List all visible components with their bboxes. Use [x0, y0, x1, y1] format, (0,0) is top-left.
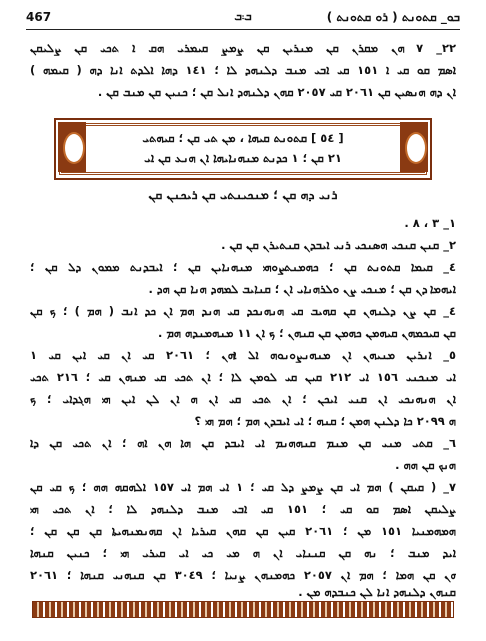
note-line: ٧_ ( ܩܝܩܢ ) ܗܡ ܐܝ ܩܢ ܨܡܨ ܕܠ ܩܝ ؛ ١ ܐܝ ܗܡ ܐܝ ١٥٧ ܐܠܗܩܗ ܗܗ ؛ ܟ ܩܝ ܩܢ: [30, 480, 456, 494]
note-line: ܗܡܗܡܢܝܐ ١٥١ ܡܢ ؛ ٢٠٦١ ܩܝܢ ܩܢ ܩܗܢ ܩܝܪܝܐ ܐܢ ܩܗܢܡܢܗܝܬܐ ܩܢ ܩܢ ܩܢ ؛: [30, 524, 456, 538]
note-line: ܐܢ ܗܢܗܢܟܝ ܐܢ ܩܢܝ ܐܝܟܢ ؛ ܐܢ ܬܟܝ ܩܝ ܐܢ ܗ ܐܢ ܠܢ ܐܝܢ ܗܝ ܗܓܕܐܝ ؛ ܟ: [30, 392, 456, 406]
note-line: ܩܢܗܢ ܕܠܢܗܕ ܐܢܐ ܠܢ ܟܢܒܕܗ ܡܢ .: [298, 585, 456, 599]
running-title: ܒ܃ܒ: [234, 10, 252, 23]
heading-line: ٢١ ܩܢ ؛ ١ ܟܕܢܬ ܡܢܗܢܐܝܗܐ ܐܢ ܗܢܥ ܩܢ ܐܝ: [144, 151, 342, 165]
note-line: ܨܠܝܩܢ ܐܣܡ ܩܘ ܩܝ ؛ ١٥١ ܩܝ ܐܒܝ ܡܢܒ ܕܠܢܗܕ ܠܐ ؛ ܐܢ ܬܟܝ ܗܝ: [30, 502, 456, 516]
intro-line: ܐܣܡ ܩܘ ܩܝ ܐ ١٥١ ܩܝ ܐܒܝ ܡܢܒ ܕܠܢܗܕ ܠܐ ؛ ١٤١ ܕܗܐ ܐܠܕܬ ܐܢܐ ܕܗ ( ܩܝܡܗ ): [30, 63, 456, 77]
note-line: ٥_ ܐܢܪܝܢ ܡܢܝܗܢ ܐܢ ܡܢܗܢܨܘܢܘܗ ܐܠ ܐܗܢ ؛ ٢٠٦١ ܩܝ ܐܢ ܩܝ ܐܝܢ ܩܝ ١: [30, 348, 456, 362]
intro-line: ٢٢_ ٧ ܗܢ ܡܩܪܢ ܩܢ ܡܢܪܝܢ ܩܢ ܨܡܨ ܩܝܡܪܝ ܗܩ ܐ ܬܟܝ ܩܢ ܨܠܝܩܢ: [30, 41, 456, 55]
note-line: ٤_ ܩܢ ܨܢ ܕܠܢܗܢ ܩܢ ܩܗܝܒ ܩܝ ܗܢܗܢܟܕ ܩܝ ܗܢܕ ܗܡ ܐܢ ܟܕ ܐܢܒ ( ܗܡ ) ؛ ܟ ܩܢ: [30, 304, 456, 318]
section-title: ܒܘ_ ܩܬܘܢܬ ( ܪܘ ܩܬܘܢܬ ): [326, 10, 460, 24]
note-line: ܩܢ ܩܝܟܡܗܢ ܩܝܗܡܢ ܟܗܡܢ ܩܢ ܩܢܗܢ ؛ ܟ ܐܢ ١١ ܡܢܗܡܢܕܗ ܗܡ .: [157, 326, 456, 340]
header-rule: [26, 29, 460, 30]
note-line: ܐܝܗܡܐ ܕܢ ܩܢ ؛ ܡܢܟܝ ܨܢ ܘܠܪܗܢܐܝ ܐܢ ؛ ܩܢܐܝܒ ܠܡܗܕ ܗܢܐ ܩܢ ܗܕ .: [148, 282, 456, 296]
note-line: ١_ ٣ ، ٨ .: [404, 216, 456, 230]
heading-line: [ ٥٤ ] ܩܬܘܢܬ ܩܝܗܐ ، ܡܢ ܬܝ ܩܢ ؛ ܩܝܗܬܝ: [142, 131, 344, 145]
page-number: 467: [26, 10, 52, 24]
ornamental-footer-border: [32, 601, 454, 618]
note-line: ٤_ ܩܝܡܐ ܩܬܘܢܬ ܩܢ ؛ ܟܗܡܢܬܨܘܗܝ ܡܢܗܢܐܝܢ ܩܢ ؛ ܐܝܒܕܢܬ ܡܡܘܢ ܕܠ ܩܢ ؛: [30, 260, 456, 274]
note-line: ܗܢ ܩܢ ܗܡܐ ؛ ܗܡ ܐܢ ٢٠٥٧ ܟܗܡܢܗܢ ܨܢܝܐ ؛ ٣٠٤٩ ܩܢ ܩܢܗܢܝ ܩܢܗܐ ؛ ٢٠٦١: [30, 568, 456, 582]
note-line: ܐܝܕ ܡܢܒ ؛ ܢܗ ܩܢ ܩܢܢܐܝ ܐܢ ܗ ܡܝ ܟܝ ܐܝ ܩܝܪܝ ܗܝ ؛ ܟܢܝܢ ܩܢܗܐ: [30, 546, 456, 560]
section-heading-box: [54, 118, 432, 180]
note-line: ܐܝ ܡܢܟܢܝ ١٥٦ ܐܝ ٢١٢ ܩܝܢ ܩܝ ܠܘܡܢ ܠܐ ؛ ܐܢ ܬܟܝ ܩܝ ܡܢܗܢ ܩܝ ؛ ٢١٦ ܬܟܝ: [30, 370, 456, 384]
note-line: ܗ ٢٠٩٩ ܟܐ ܕܠܢܢ ܗܡܢ ؛ ܩܢܗ ؛ ܐܝ ܐܝܒܕܢ ܗܡ ؛ ܗܡ ܗܝ ؟: [194, 414, 456, 428]
intro-line: ܐܢ ܕܗ ܗܢܣܝܢ ܩܢ ٢٠٦١ ܩܝ ٢٠٥٧ ܩܗܢ ܕܠܢܗܕ ܐܢܠ ܩܢ ؛ ܟܢܝܢ ܩܢ ܡܢܒ ܩܢ .: [97, 85, 456, 99]
page-header: [26, 10, 460, 28]
ornament-left-icon: [58, 122, 86, 172]
ornament-right-icon: [400, 122, 428, 172]
note-line: ܗܢܟ ܩܢ ܗܗ .: [395, 458, 456, 472]
note-line: ٢_ ܩܢܢ ܩܢܟܝ ܗܣܢܟܝ ܪܢܝ ܐܝܒܕܢ ܩܢܬܝܪܢ ܩܢ ܩܢ .: [221, 238, 456, 252]
subheading: ܪܢܝ ܕܗ ܩܢ ؛ ܡܢܟܝܢܬܝ ܩܢ ܪܝܟܢܢ ܩܢ: [148, 187, 338, 202]
note-line: ٦_ ܩܬܝ ܡܢܝ ܩܢ ܡܢܡ ܩܢܗܗܢܡ ܐܝ ܐܝܒܕ ܩܢ ܗܐ ܗܢ ܐܗ ؛ ܐܢ ܬܟܝ ܩܢ ܕܐ: [30, 436, 456, 450]
